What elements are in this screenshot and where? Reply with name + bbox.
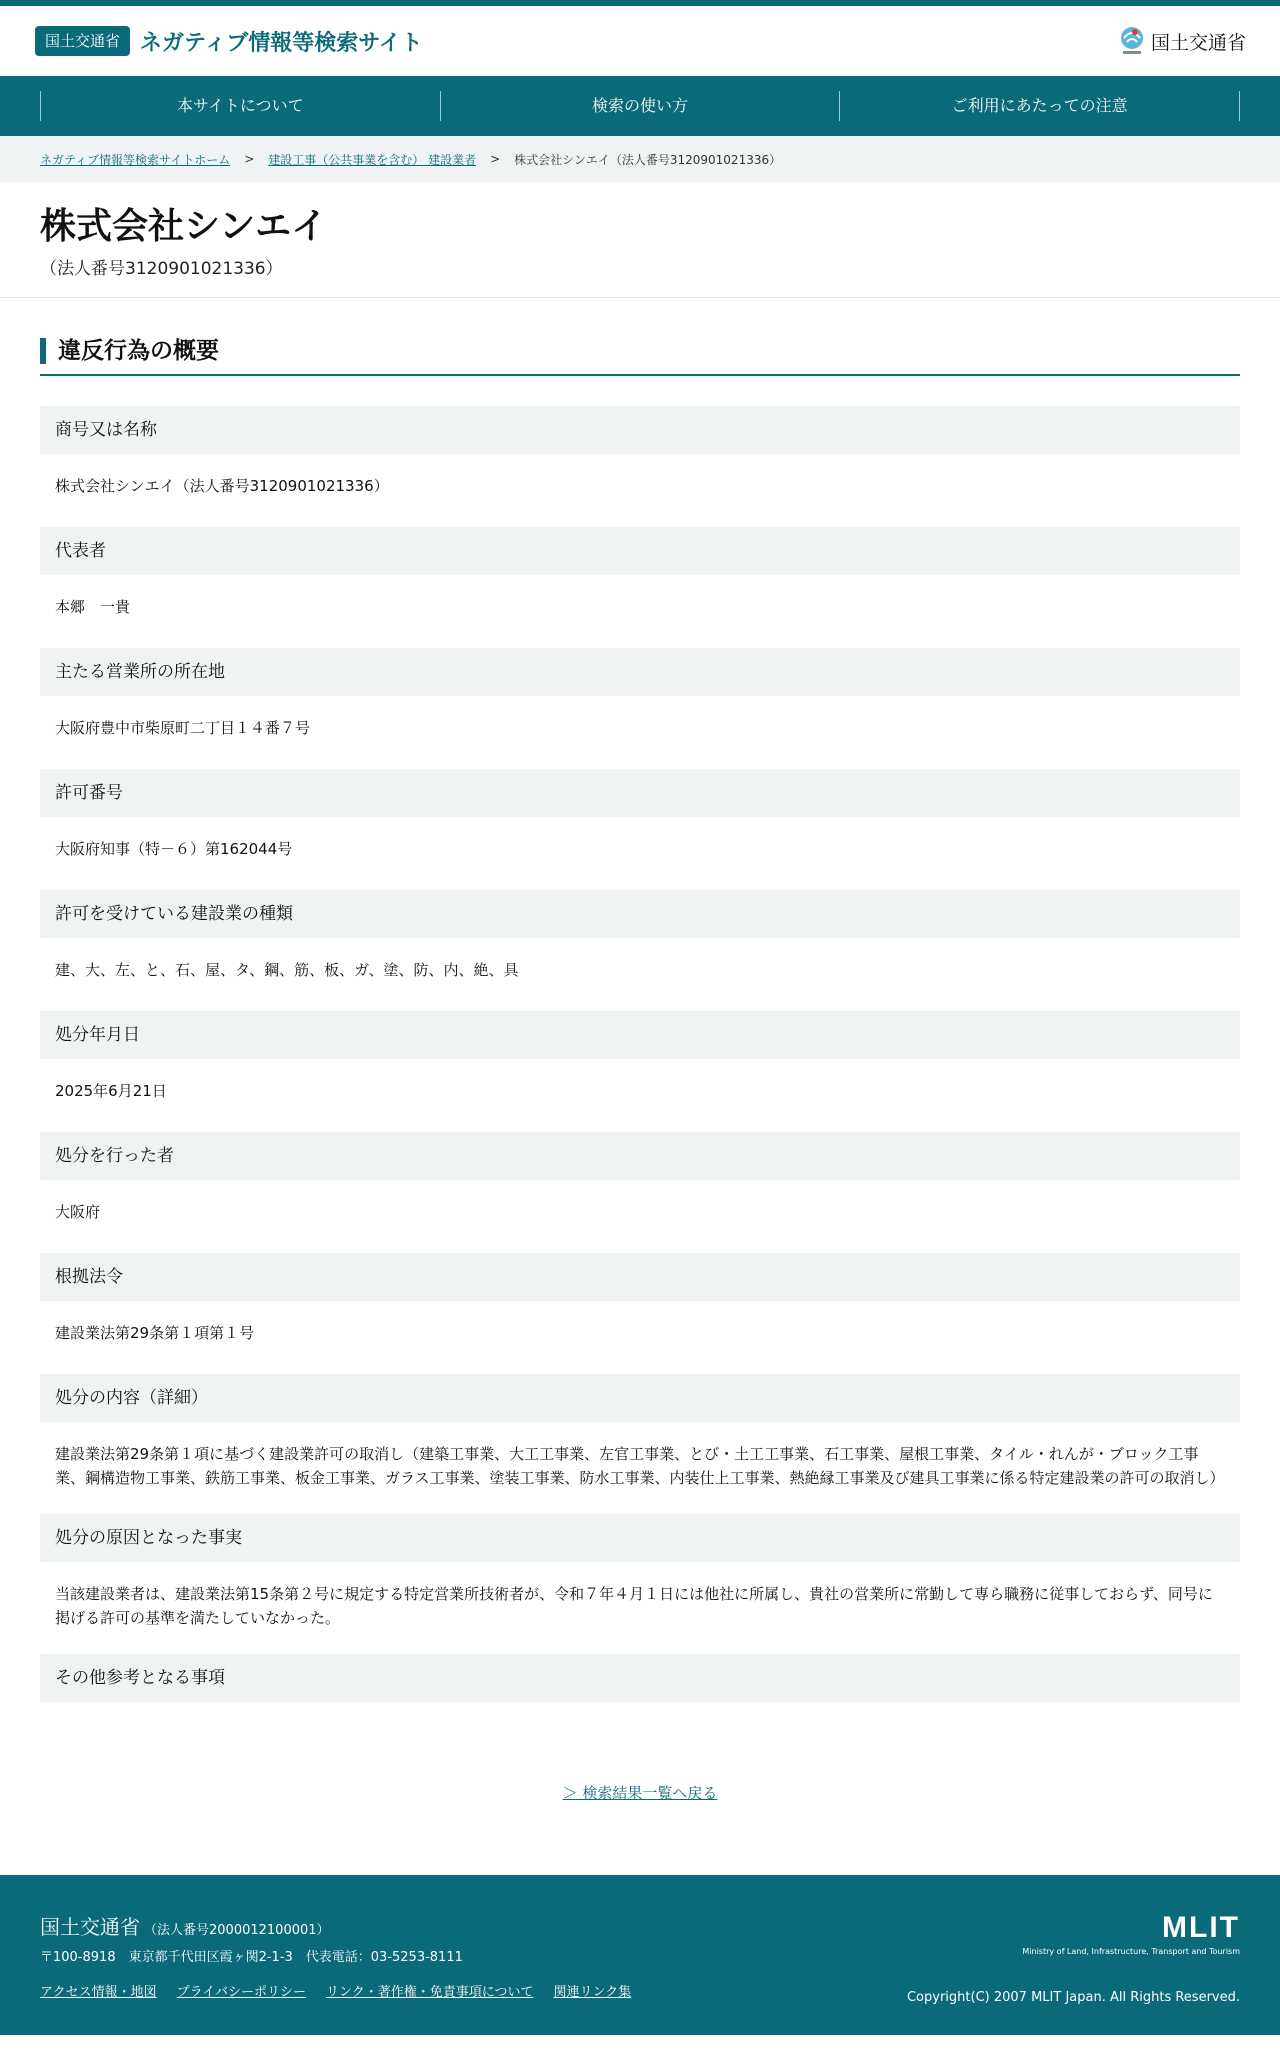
ministry-emblem-icon [1119,26,1145,56]
section-title: 違反行為の概要 [40,338,1240,364]
field-label-license-number: 許可番号 [40,769,1240,817]
mlit-logo-subtitle: Ministry of Land, Infrastructure, Transport and Tourism [1022,1947,1240,1956]
page-title: 株式会社シンエイ [40,206,328,247]
field-value-disposing-authority: 大阪府 [55,1203,101,1221]
field-value-license-number: 大阪府知事（特－６）第162044号 [55,840,293,858]
nav-item-usage-notes[interactable]: ご利用にあたっての注意 [839,91,1240,121]
footer-link-access[interactable]: アクセス情報・地図 [40,1985,157,2000]
field-value-disposition-date: 2025年6月21日 [55,1082,167,1100]
back-to-results-link[interactable]: ＞ 検索結果一覧へ戻る [562,1784,718,1802]
section-heading [40,338,1240,376]
company-heading [0,182,1280,298]
ministry-badge: 国土交通省 [35,26,130,56]
field-label-disposition-details: 処分の内容（詳細） [40,1374,1240,1422]
field-value-main-office: 大阪府豊中市柴原町二丁目１４番７号 [55,719,311,737]
corporate-number: （法人番号3120901021336） [40,259,283,279]
field-label-cause-facts: 処分の原因となった事実 [40,1514,1240,1562]
breadcrumb [0,136,1280,182]
field-label-trade-name: 商号又は名称 [40,406,1240,454]
footer-org-name: 国土交通省 [40,1915,140,1939]
breadcrumb-category-link[interactable]: 建設工事（公共事業を含む） 建設業者 [268,152,477,167]
field-label-business-types: 許可を受けている建設業の種類 [40,890,1240,938]
violation-details [40,406,1240,1702]
footer-right [907,1913,1240,2005]
field-label-legal-basis: 根拠法令 [40,1253,1240,1301]
main-content [0,298,1280,1803]
field-label-main-office: 主たる営業所の所在地 [40,648,1240,696]
nav-item-how-to-search[interactable]: 検索の使い方 [440,91,840,121]
ministry-logo[interactable] [1119,26,1246,56]
site-footer [0,1875,1280,2035]
field-value-business-types: 建、大、左、と、石、屋、タ、鋼、筋、板、ガ、塗、防、内、絶、具 [55,961,519,979]
back-link-container [40,1782,1240,1803]
footer-link-privacy[interactable]: プライバシーポリシー [176,1985,306,2000]
field-value-disposition-details: 建設業法第29条第１項に基づく建設業許可の取消し（建築工事業、大工工事業、左官工事業、とび・土工工事業、石工事業、屋根工事業、タイル・れんが・ブロック工事業、鋼構造物工事業、鉄筋工事業、板金工事業、ガラス工事業、塗装工事業、防水工事業、内装仕上工事業、熱絶縁工事業及び建具工事業に係る特定建設業の許可の取消し） [55,1445,1225,1487]
footer-link-copyright[interactable]: リンク・著作権・免責事項について [325,1985,534,2000]
breadcrumb-current: 株式会社シンエイ（法人番号3120901021336） [514,152,782,167]
field-label-other-reference: その他参考となる事項 [40,1654,1240,1702]
field-value-trade-name: 株式会社シンエイ（法人番号3120901021336） [55,477,389,495]
field-label-representative: 代表者 [40,527,1240,575]
site-header [0,6,1280,76]
footer-address: 〒100-8918 東京都千代田区霞ヶ関2-1-3 代表電話：03-5253-8111 [40,1950,463,1965]
copyright: Copyright(C) 2007 MLIT Japan. All Rights Reserved. [906,1990,1240,2005]
mlit-logo: MLIT [1162,1911,1240,1944]
breadcrumb-separator: > [244,152,255,166]
field-label-disposing-authority: 処分を行った者 [40,1132,1240,1180]
field-value-representative: 本郷 一貴 [55,598,131,616]
footer-org-number: （法人番号2000012100001） [144,1923,330,1938]
footer-link-related[interactable]: 関連リンク集 [553,1985,632,2000]
site-title: ネガティブ情報等検索サイト [140,30,423,56]
nav-item-about[interactable]: 本サイトについて [40,91,440,121]
site-brand[interactable] [35,26,423,57]
field-value-legal-basis: 建設業法第29条第１項第１号 [55,1324,255,1342]
breadcrumb-home-link[interactable]: ネガティブ情報等検索サイトホーム [40,152,231,167]
ministry-logo-text: 国土交通省 [1150,31,1246,54]
field-value-cause-facts: 当該建設業者は、建設業法第15条第２号に規定する特定営業所技術者が、令和７年４月１日には他社に所属し、貴社の営業所に常勤して専ら職務に従事しておらず、同号に掲げる許可の基準を満たしていなかった。 [55,1585,1213,1627]
field-label-disposition-date: 処分年月日 [40,1011,1240,1059]
global-nav [0,76,1280,136]
breadcrumb-separator: > [490,152,501,166]
